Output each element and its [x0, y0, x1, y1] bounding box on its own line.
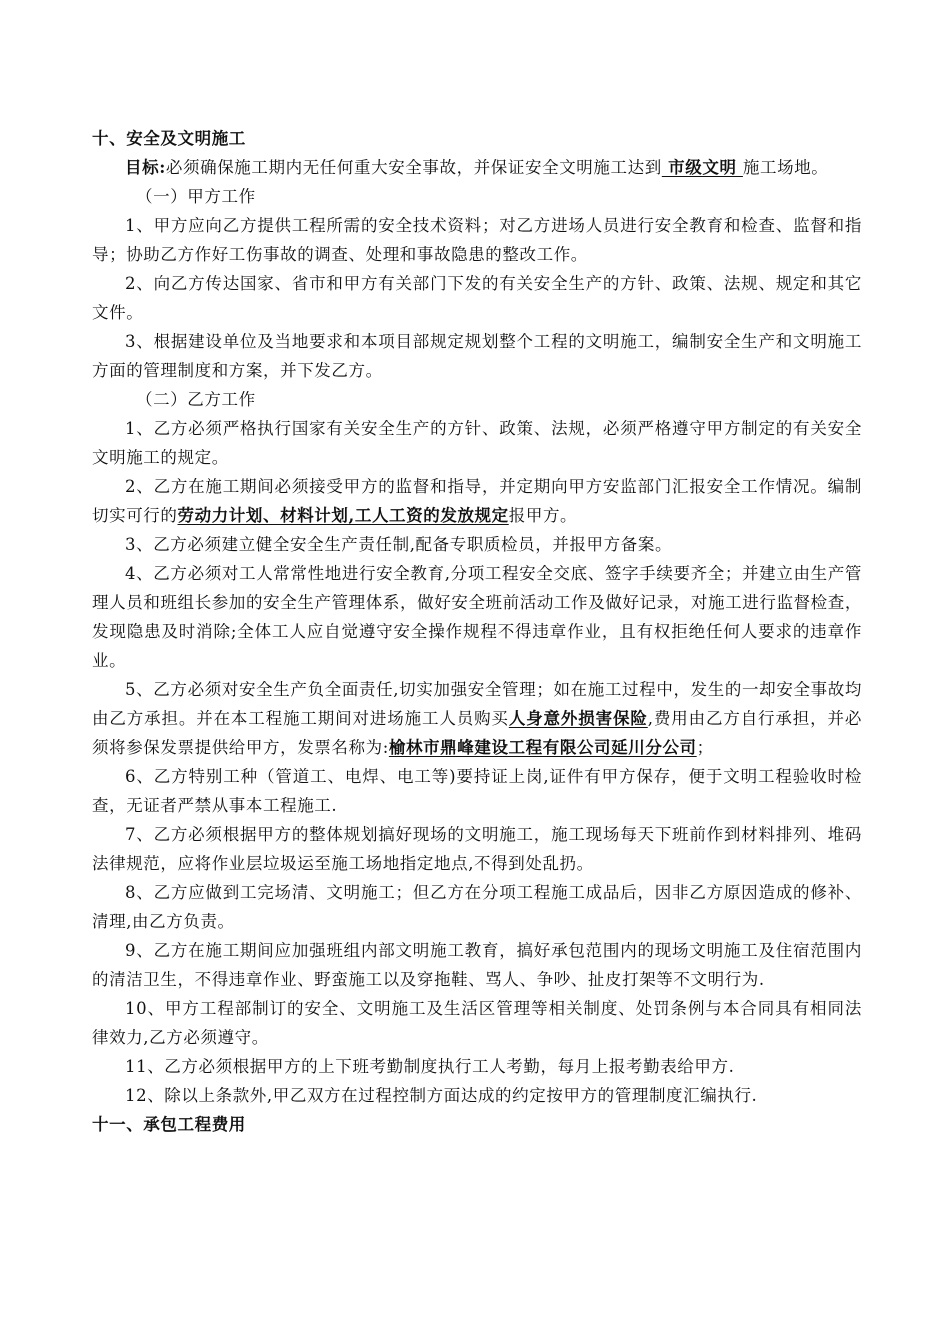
goal-highlight: 市级文明 — [661, 158, 743, 177]
party-b-item-5-middle: ,费用由乙方自行承担，并必须将参保发票提供给甲方，发票名称为: — [92, 709, 862, 757]
party-b-item-9: 9、乙方在施工期间应加强班组内部文明施工教育，搞好承包范围内的现场文明施工及住宿范围内的清洁卫生，不得违章作业、野蛮施工以及穿拖鞋、骂人、争吵、扯皮打架等不文明行为. — [92, 941, 862, 989]
goal-label: 目标: — [125, 158, 166, 177]
party-b-item-4: 4、乙方必须对工人常常性地进行安全教育,分项工程安全交底、签字手续要齐全；并建立由生产管理人员和班组长参加的安全生产管理体系，做好安全班前活动工作及做好记录，对施工进行监督检查，发现隐患及时消除;全体工人应自觉遵守安全操作规程不得违章作业，且有权拒绝任何人要求的违章作业。 — [92, 564, 862, 670]
goal-text-after: 施工场地。 — [742, 158, 829, 177]
party-b-item-8: 8、乙方应做到工完场清、文明施工；但乙方在分项工程施工成品后，因非乙方原因造成的修补、清理,由乙方负责。 — [92, 883, 862, 931]
party-b-heading: （二）乙方工作 — [136, 390, 256, 409]
party-a-item-2: 2、向乙方传达国家、省市和甲方有关部门下发的有关安全生产的方针、政策、法规、规定和其它文件。 — [92, 274, 862, 322]
party-b-item-2-highlight: 劳动力计划、材料计划,工人工资的发放规定 — [177, 506, 509, 525]
party-a-item-1: 1、甲方应向乙方提供工程所需的安全技术资料；对乙方进场人员进行安全教育和检查、监督和指导；协助乙方作好工伤事故的调查、处理和事故隐患的整改工作。 — [92, 216, 862, 264]
party-b-item-6: 6、乙方特别工种（管道工、电焊、电工等)要持证上岗,证件有甲方保存，便于文明工程验收时检查，无证者严禁从事本工程施工. — [92, 767, 862, 815]
section-11-heading: 十一、承包工程费用 — [92, 1115, 246, 1134]
party-b-item-2-text-after: 报甲方。 — [508, 506, 578, 525]
party-b-item-7: 7、乙方必须根据甲方的整体规划搞好现场的文明施工，施工现场每天下班前作到材料排列、堆码法律规范，应将作业层垃圾运至施工场地指定地点,不得到处乱扔。 — [92, 825, 862, 873]
party-a-item-3: 3、根据建设单位及当地要求和本项目部规定规划整个工程的文明施工，编制安全生产和文明施工方面的管理制度和方案，并下发乙方。 — [92, 332, 862, 380]
goal-paragraph — [92, 153, 862, 182]
party-b-item-2 — [92, 472, 862, 530]
party-b-item-5 — [92, 675, 862, 762]
insurance-highlight: 人身意外损害保险 — [508, 709, 648, 728]
section-10-heading: 十、安全及文明施工 — [92, 129, 246, 148]
party-b-item-2-text: 2、乙方在施工期间必须接受甲方的监督和指导，并定期向甲方安监部门汇报安全工作情况。编制切实可行的 — [92, 477, 862, 525]
party-b-item-1: 1、乙方必须严格执行国家有关安全生产的方针、政策、法规，必须严格遵守甲方制定的有关安全文明施工的规定。 — [92, 419, 862, 467]
document-page — [92, 124, 862, 1139]
party-b-item-12: 12、除以上条款外,甲乙双方在过程控制方面达成的约定按甲方的管理制度汇编执行. — [125, 1086, 758, 1105]
party-b-item-11: 11、乙方必须根据甲方的上下班考勤制度执行工人考勤，每月上报考勤表给甲方. — [125, 1057, 735, 1076]
party-b-item-5-end: ； — [696, 738, 714, 757]
party-b-item-10: 10、甲方工程部制订的安全、文明施工及生活区管理等相关制度、处罚条例与本合同具有相同法律效力,乙方必须遵守。 — [92, 999, 862, 1047]
goal-text: 必须确保施工期内无任何重大安全事故，并保证安全文明施工达到 — [165, 158, 662, 177]
party-a-heading: （一）甲方工作 — [136, 187, 256, 206]
party-b-item-3: 3、乙方必须建立健全安全生产责任制,配备专职质检员，并报甲方备案。 — [125, 535, 673, 554]
party-b-item-5-text: 5、乙方必须对安全生产负全面责任,切实加强安全管理；如在施工过程中，发生的一却安全事故均由乙方承担。并在本工程施工期间对进场施工人员购买 — [92, 680, 862, 728]
invoice-name-highlight: 榆林市鼎峰建设工程有限公司延川分公司 — [388, 738, 697, 757]
